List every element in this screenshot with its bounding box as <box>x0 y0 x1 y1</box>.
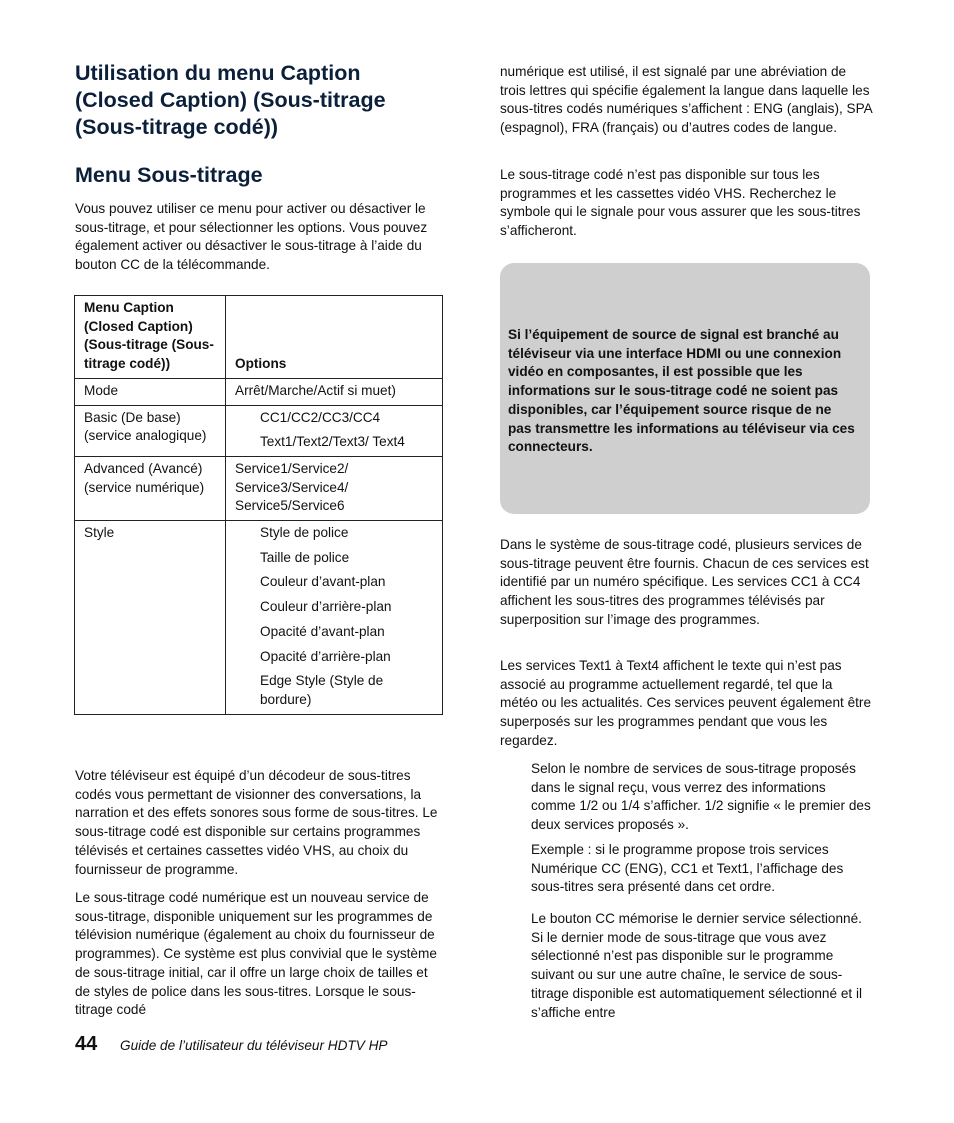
body-paragraph: Le sous-titrage codé n’est pas disponible sur tous les programmes et les cassettes vidéo VHS. Recherchez le symbole qui le signale pour vous assurer que les sous-titres s’afficheront. <box>500 167 861 239</box>
option-item: Text1/Text2/Text3/ Text4 <box>260 434 405 450</box>
indented-paragraph: Le bouton CC mémorise le dernier service sélectionné. Si le dernier mode de sous-titrage que vous avez sélectionné n’est pas disponible sur le programme suivant ou sur une autre chaîne, le service de sous-titrage disponible est automatiquement sélectionné et il s’affiche entre <box>531 911 862 1020</box>
option-item: Couleur d’avant-plan <box>260 574 386 590</box>
caption-options-table <box>74 295 443 715</box>
table-row <box>75 456 443 520</box>
body-paragraph: Dans le système de sous-titrage codé, plusieurs services de sous-titrage peuvent être fournis. Chacun de ces services est identifié par un numéro spécifique. Les services CC1 à CC4 affichent les sous-titres des programmes télévisés par superposition sur l’image des programmes. <box>500 537 869 627</box>
table-row <box>75 405 443 456</box>
option-item: Opacité d’arrière-plan <box>260 648 391 664</box>
body-paragraph: Les services Text1 à Text4 affichent le texte qui n’est pas associé au programme actuellement regardé, tel que la météo ou les actualités. Ces services peuvent également être superposés sur les programmes pendant que vous les regardez. <box>500 658 872 748</box>
table-row <box>75 521 443 715</box>
table-cell-option: Service1/Service2/ Service3/Service4/ Service5/Service6 <box>226 456 443 520</box>
option-item: CC1/CC2/CC3/CC4 <box>260 409 381 425</box>
intro-paragraph: Vous pouvez utiliser ce menu pour activer ou désactiver le sous-titrage, et pour sélectionner les options. Vous pouvez également activer ou désactiver le sous-titrage à l’aide du bouton CC de la télécommande. <box>75 201 428 273</box>
note-box <box>500 263 870 514</box>
option-list <box>235 524 434 710</box>
indented-paragraph: Selon le nombre de services de sous-titrage proposés dans le signal reçu, vous verrez des informations comme 1/2 ou 1/4 s’afficher. 1/2 signifie « le premier des deux services proposés ». <box>531 761 871 833</box>
section-title-line-2: (Closed Caption) (Sous-titrage <box>75 88 386 112</box>
body-paragraph: Le sous-titrage codé numérique est un nouveau service de sous-titrage, disponible uniquement sur les programmes de télévision numérique (également au choix du fournisseur de programmes). Ce système est plus convivial que le système de sous-titrage initial, car il offre un large choix de tailles et de styles de police dans les sous-titres. Lorsque le sous-titrage codé <box>75 890 437 1018</box>
table-header-row <box>75 296 443 379</box>
body-paragraph: numérique est utilisé, il est signalé par une abréviation de trois lettres qui spécifie également la langue dans laquelle les sous-titres codés numériques s’affichent : ENG (anglais), SPA (espagnol), FRA (français) ou d’autres codes de langue. <box>500 64 872 136</box>
option-item: Taille de police <box>260 549 350 565</box>
section-title-line-3: (Sous-titrage codé)) <box>75 115 279 139</box>
table-cell-label: Style <box>75 521 226 715</box>
option-item: Couleur d’arrière-plan <box>260 599 392 615</box>
option-list <box>235 409 434 452</box>
option-item: Edge Style (Style de bordure) <box>260 673 384 707</box>
table-cell-options <box>226 405 443 456</box>
table-header-options: Options <box>226 296 443 379</box>
section-title <box>75 60 475 141</box>
table-cell-label: Basic (De base) (service analogique) <box>75 405 226 456</box>
table-cell-options <box>226 521 443 715</box>
page-number: 44 <box>75 1033 98 1055</box>
option-item: Opacité d’avant-plan <box>260 623 385 639</box>
subsection-title: Menu Sous-titrage <box>75 163 263 187</box>
table-cell-option: Arrêt/Marche/Actif si muet) <box>226 378 443 405</box>
section-title-line-1: Utilisation du menu Caption <box>75 61 361 85</box>
table-cell-label: Mode <box>75 378 226 405</box>
indented-paragraph: Exemple : si le programme propose trois services Numérique CC (ENG), CC1 et Text1, l’affichage des sous-titres sera présenté dans cet ordre. <box>531 842 844 895</box>
body-paragraph: Votre téléviseur est équipé d’un décodeur de sous-titres codés vous permettant de visionner des conversations, la narration et des effets sonores sous forme de sous-titres. Le sous-titrage codé est disponible sur certains programmes télévisés et certaines cassettes vidéo VHS, au choix du fournisseur de programme. <box>75 768 438 877</box>
note-text: Si l’équipement de source de signal est branché au téléviseur via une interface HDMI ou une connexion vidéo en composantes, il est possible que les informations sur le sous-titrage codé ne soient pas disponibles, car l’équipement source risque de ne pas transmettre les informations au téléviseur via ces connecteurs. <box>508 327 855 455</box>
option-item: Style de police <box>260 525 349 541</box>
table-cell-label: Advanced (Avancé) (service numérique) <box>75 456 226 520</box>
running-footer: Guide de l’utilisateur du téléviseur HDTV HP <box>120 1038 388 1053</box>
table-row <box>75 378 443 405</box>
table-header-menu: Menu Caption (Closed Caption) (Sous-titrage (Sous-titrage codé)) <box>75 296 226 379</box>
